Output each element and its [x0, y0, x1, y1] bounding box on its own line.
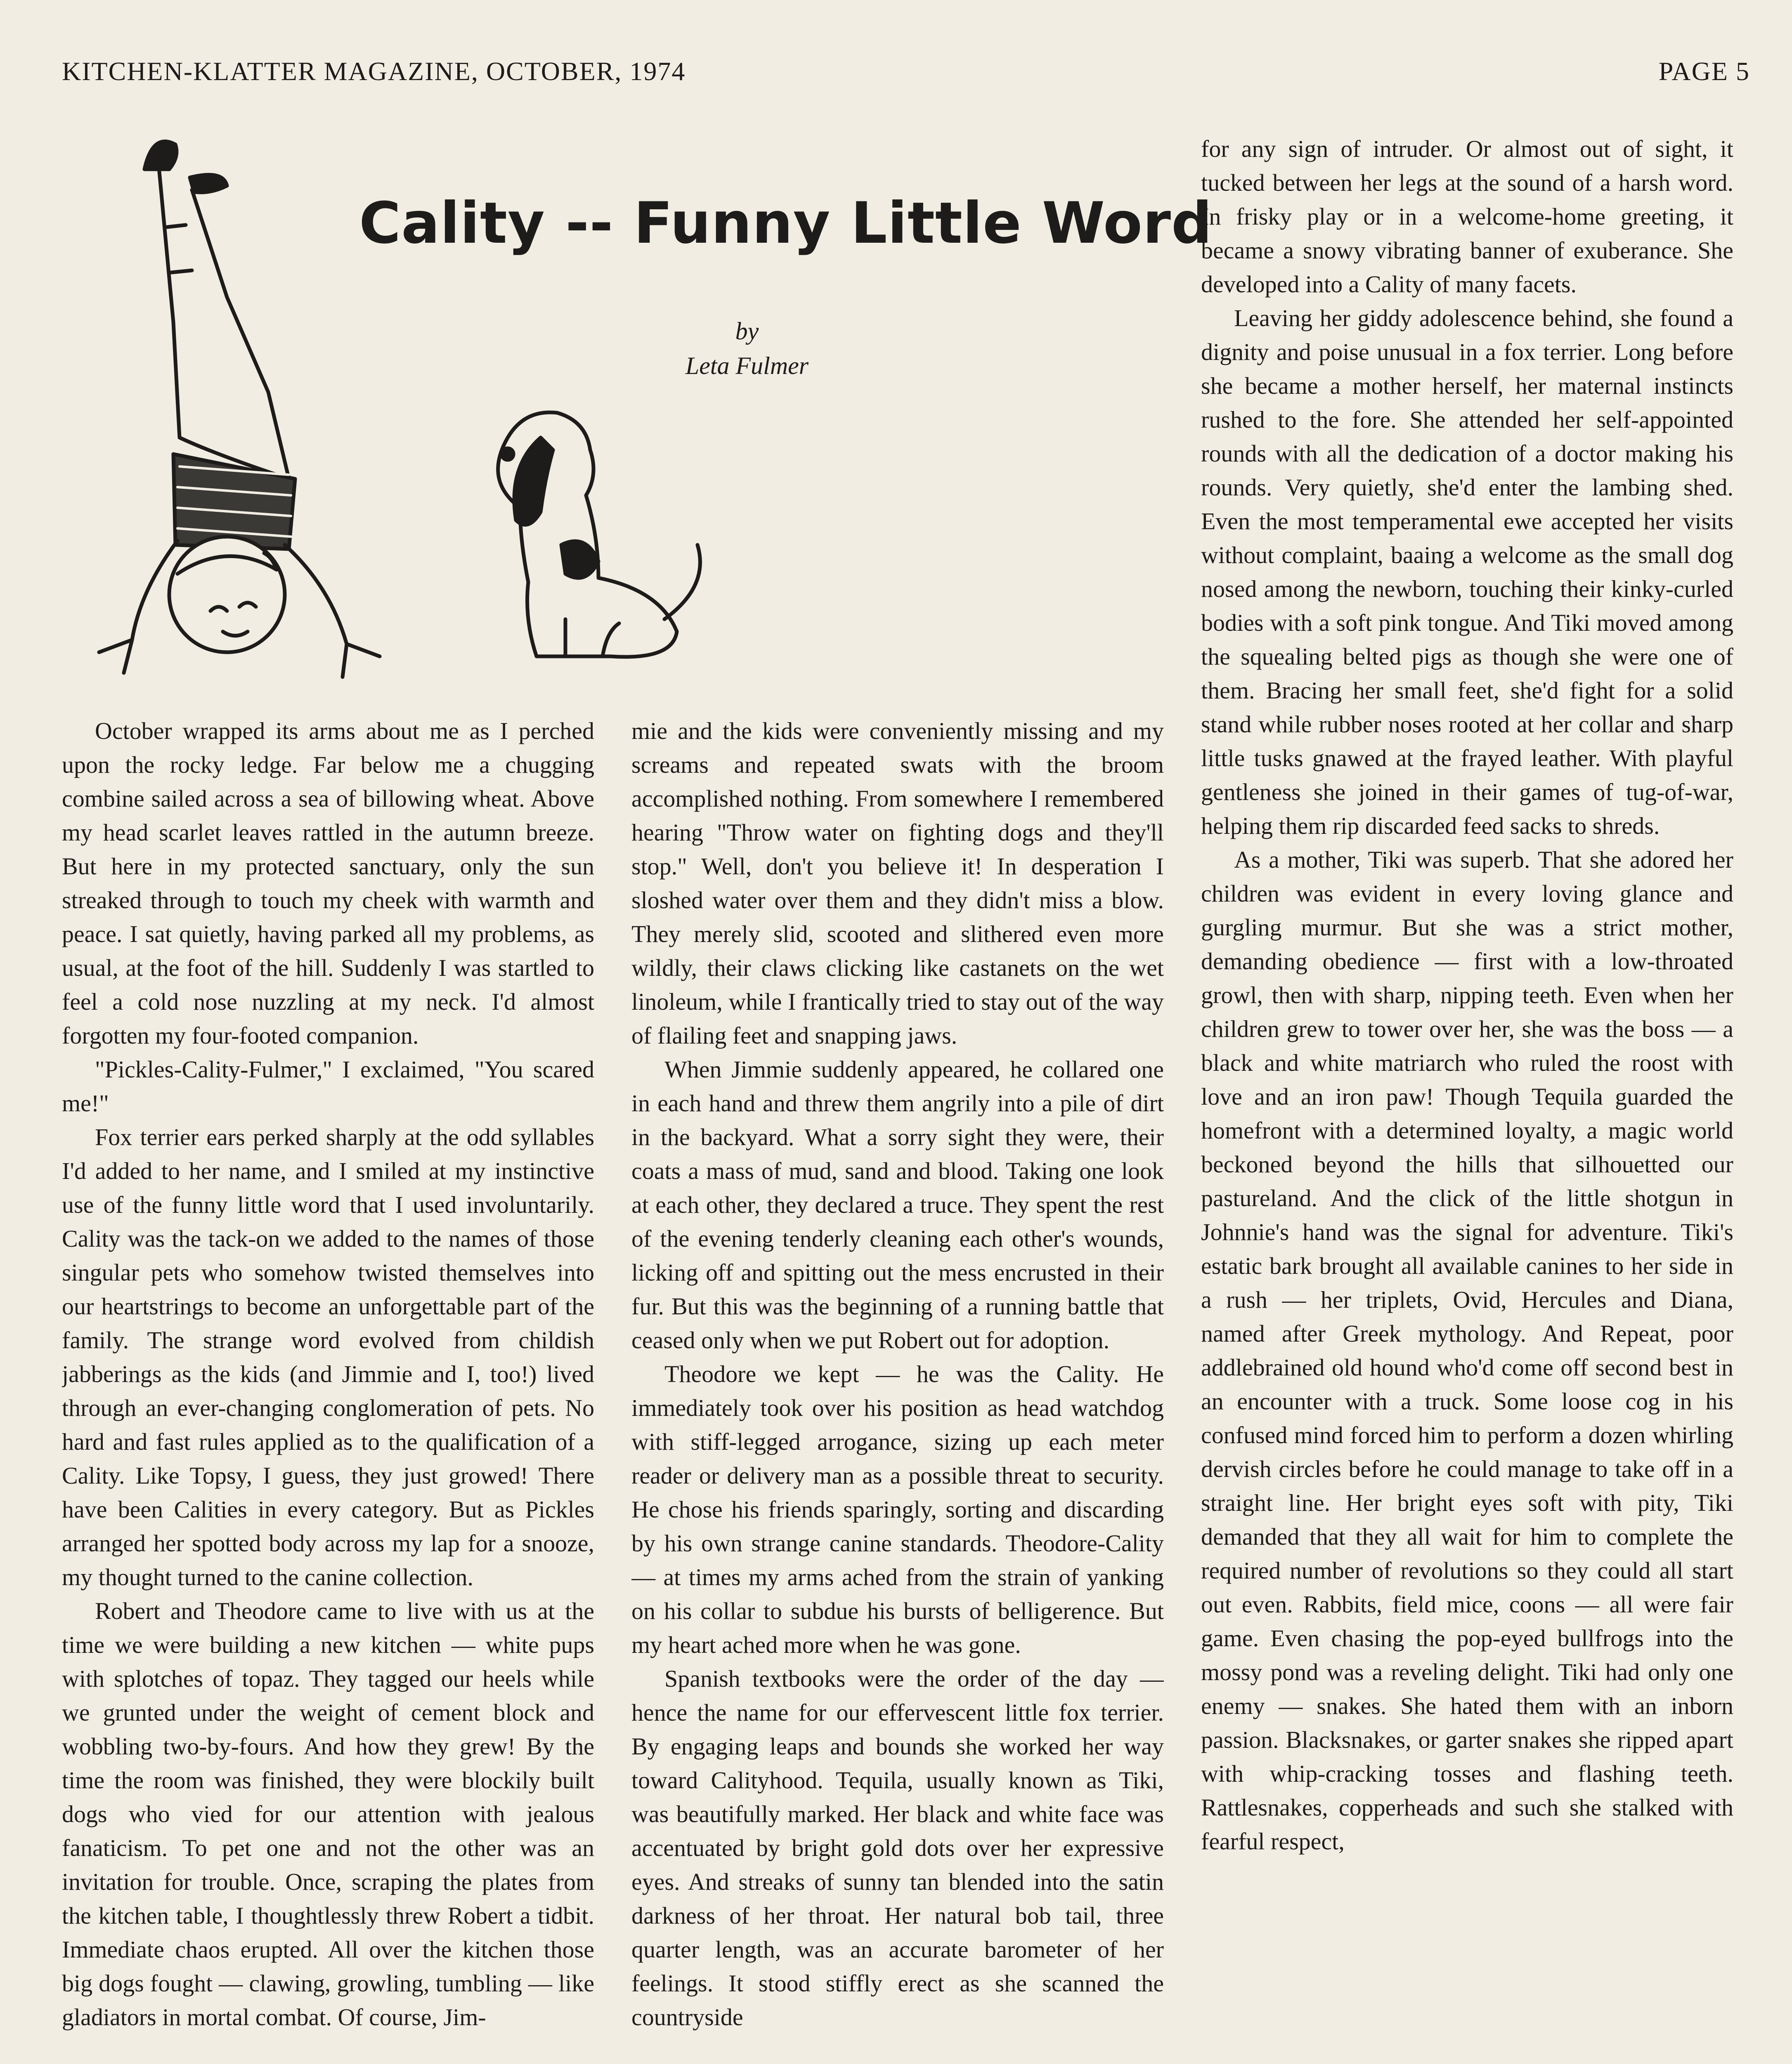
article-title: Cality -- Funny Little Word: [359, 190, 1213, 256]
byline: [644, 314, 850, 383]
paragraph: Fox terrier ears perked sharply at the odd syllables I'd added to her name, and I smiled at my instinctive use of the funny little word that I used involuntarily. Cality was the tack-on we added to the names of those singular pets who somehow twisted themselves into our heartstrings to become an unforgettable part of the family. The strange word evolved from childish jabberings as the kids (and Jimmie and I, too!) lived through an ever-changing conglomeration of pets. No hard and fast rules applied as to the qualification of a Cality. Like Topsy, I guess, they just growed! There have been Calities in every category. But as Pickles arranged her spotted body across my lap for a snooze, my thought turned to the canine collection.: [62, 1124, 594, 1591]
text-column-1: [62, 714, 594, 2064]
paragraph: "Pickles-Cality-Fulmer," I exclaimed, "You scared me!": [62, 1056, 594, 1117]
magazine-title: KITCHEN-KLATTER MAGAZINE, OCTOBER, 1974: [62, 57, 686, 86]
paragraph: As a mother, Tiki was superb. That she adored her children was evident in every loving glance and gurgling murmur. But she was a strict mother, demanding obedience — first with a low-throated growl, then with sharp, nipping teeth. Even when her children grew to tower over her, she was the boss — a black and white matriarch who ruled the roost with love and an iron paw! Though Tequila guarded the homefront with a determined loyalty, a magic world beckoned beyond the hills that silhouetted our pastureland. And the click of the little shotgun in Johnnie's hand was the signal for adventure. Tiki's estatic bark brought all available canines to her side in a rush — her triplets, Ovid, Hercules and Diana, named after Greek mythology. And Repeat, poor addlebrained old hound who'd come off second best in an encounter with a truck. Some loose cog in his confused mind forced him to perform a dozen whirling dervish circles before he could manage to take off in a straight line. Her bright eyes soft with pity, Tiki demanded that they all wait for him to complete the required number of revolutions so they could all start out even. Rabbits, field mice, coons — all were fair game. Even chasing the pop-eyed bullfrogs into the mossy pond was a reveling delight. Tiki had only one enemy — snakes. She hated them with an inborn passion. Blacksnakes, or garter snakes she ripped apart with whip-cracking tosses and flashing teeth. Rattlesnakes, copperheads and such she stalked with fearful respect,: [1201, 846, 1733, 1855]
paragraph: Leaving her giddy adolescence behind, she found a dignity and poise unusual in a fox terrier. Long before she became a mother herself, her maternal instincts rushed to the fore. She attended her self-appointed rounds with all the dedication of a doctor making his rounds. Very quietly, she'd enter the lambing shed. Even the most temperamental ewe accepted her visits without complaint, baaing a welcome as the small dog nosed among the newborn, touching their kinky-curled bodies with a soft pink tongue. And Tiki moved among the squealing belted pigs as though she were one of them. Bracing her small feet, she'd fight for a solid stand while rubber noses rooted at her collar and sharp little tusks gnawed at the frayed leather. With playful gentleness she joined in their games of tug-of-war, helping them rip discarded feed sacks to shreds.: [1201, 305, 1733, 839]
shoe-left-icon: [144, 142, 177, 170]
page-number: PAGE 5: [1658, 57, 1750, 86]
paragraph: mie and the kids were conveniently missing and my screams and repeated swats with the broom accomplished nothing. From somewhere I remembered hearing "Throw water on fighting dogs and they'll stop." Well, don't you believe it! In desperation I sloshed water over them and they didn't miss a blow. They merely slid, scooted and slithered even more wildly, their claws clicking like castanets on the wet linoleum, while I frantically tried to stay out of the way of flailing feet and snapping jaws.: [631, 717, 1164, 1049]
paragraph: for any sign of intruder. Or almost out of sight, it tucked between her legs at the sound of a harsh word. In frisky play or in a welcome-home greeting, it became a snowy vibrating banner of exuberance. She developed into a Cality of many facets.: [1201, 135, 1733, 298]
byline-by: by: [735, 317, 759, 345]
byline-author: Leta Fulmer: [685, 352, 809, 379]
paragraph: Robert and Theodore came to live with us at the time we were building a new kitchen — white pups with splotches of topaz. They tagged our heels while we grunted under the weight of cement block and wobbling two-by-fours. And how they grew! By the time the room was finished, they were blockily built dogs who vied for our attention with jealous fanaticism. To pet one and not the other was an invitation for trouble. Once, scraping the plates from the kitchen table, I thoughtlessly threw Robert a tidbit. Immediate chaos erupted. All over the kitchen those big dogs fought — clawing, growling, tumbling — like gladiators in mortal combat. Of course, Jim-: [62, 1598, 594, 2031]
text-column-3: [1201, 132, 1733, 2064]
paragraph: When Jimmie suddenly appeared, he collared one in each hand and threw them angrily into a pile of dirt in the backyard. What a sorry sight they were, their coats a mass of mud, sand and blood. Taking one look at each other, they declared a truce. They spent the rest of the evening tenderly cleaning each other's wounds, licking off and spitting out the mess encrusted in their fur. But this was the beginning of a running battle that ceased only when we put Robert out for adoption.: [631, 1056, 1164, 1354]
text-column-2: [631, 714, 1164, 2064]
dog-tail-icon: [664, 545, 700, 619]
shoe-right-icon: [190, 175, 227, 192]
paragraph: Theodore we kept — he was the Cality. He immediately took over his position as head watchdog with stiff-legged arrogance, sizing up each meter reader or delivery man as a possible threat to security. He chose his friends sparingly, sorting and discarding by his own strange canine standards. Theodore-Cality — at times my arms ached from the strain of yanking on his collar to subdue his bursts of belligerence. But my heart ached more when he was gone.: [631, 1361, 1164, 1658]
paragraph: Spanish textbooks were the order of the day — hence the name for our effervescent little fox terrier. By engaging leaps and bounds she worked her way toward Calityhood. Tequila, usually known as Tiki, was beautifully marked. Her black and white face was accentuated by bright gold dots over her expressive eyes. And streaks of sunny tan blended into the satin darkness of her throat. Her natural bob tail, three quarter length, was an accurate barometer of her feelings. It stood stiffly erect as she scanned the countryside: [631, 1665, 1164, 2031]
page-header: [62, 50, 1750, 95]
paragraph: October wrapped its arms about me as I perched upon the rocky ledge. Far below me a chugging combine sailed across a sea of billowing wheat. Above my head scarlet leaves rattled in the autumn breeze. But here in my protected sanctuary, only the sun streaked through to touch my cheek with warmth and peace. I sat quietly, having parked all my problems, as usual, at the foot of the hill. Suddenly I was startled to feel a cold nose nuzzling at my neck. I'd almost forgotten my four-footed companion.: [62, 717, 594, 1049]
dog-icon: [498, 412, 677, 657]
trousers-icon: [159, 167, 289, 479]
